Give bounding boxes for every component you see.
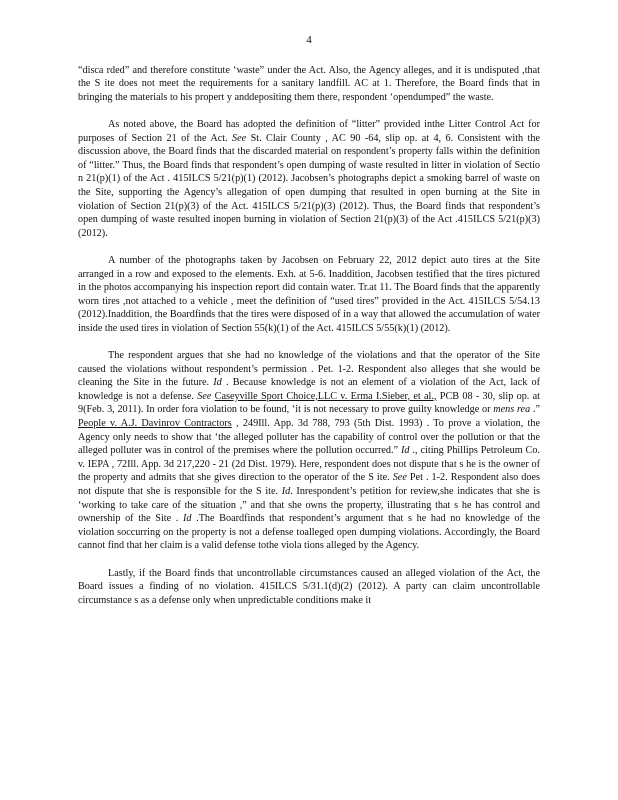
text-run: “disca rded” and therefore constitute ‘waste” under the Act. Also, the Agency alleges, and it is undisputed ,that the S ite does not meet the requirements for a sanitary landfill. AC at 1. Therefore, the Board finds that in bringing the materials to his propert y anddepositing them there, respondent ‘opendumped” the waste.: [78, 64, 540, 103]
text-run: Pet . 1-2. Respondent also does not dispute that she is responsible for the S ite.: [78, 472, 540, 497]
text-run: St. Clair County , AC 90 -64, slip op. at 4, 6. Consistent with the discussion above, the Board finds that the discarded material on respondent’s property falls within the definition of “litter.” Thus, the Board finds that respondent’s open dumping of waste resulted in litter in violation of Sectio n 21(p)(1) of the Act . 415ILCS 5/21(p)(1) (2012). Jacobsen’s photographs depict a smoking barrel of waste on the Site, supporting the Agency’s allegation of open dumping that resulted in open burning at the Site in violation of Section 21(p)(3) of the Act. 415ILCS 5/21(p)(3) (2012). Thus, the Board finds that respondent’s open dumping of waste resulted inopen burning in violation of Section 21(p)(3) of the Act .415ILCS 5/21(p)(3) (2012).: [78, 132, 541, 239]
text-run: . Inrespondent’s petition for review,she indicates that she is ‘working to take care of the situation ,” and that she owns the property, illustrating that s he has control and ownership of the Site .: [78, 486, 541, 525]
italic-signal: Id: [213, 377, 222, 389]
text-run: .”: [530, 404, 540, 416]
italic-signal: Id: [183, 513, 192, 525]
paragraph-tires: [78, 254, 540, 336]
italic-signal: Id: [401, 445, 410, 457]
text-run: . Because knowledge is not an element of a violation of the Act, lack of knowledge is not a defense.: [78, 377, 541, 402]
text-run: As noted above, the Board has adopted the definition of “litter” provided inthe Litter Control Act for purposes of Section 21 of the Act.: [78, 118, 540, 144]
text-run: , 249Ill. App. 3d 788, 793 (5th Dist. 1993) . To prove a violation, the Agency only needs to show that ‘the alleged polluter has the capability of control over the pollution or that the alleged polluter was in control of the premises where the pollution occurred.”: [78, 418, 540, 457]
paragraph-knowledge: [78, 349, 540, 553]
text-run: .The Boardfinds that respondent’s argument that s he had no knowledge of the violation soccurring on the property is not a defense toalleged open dumping violations. Accordingly, the Board cannot find that her claim is a valid defense tothe viola tions alleged by the Agency.: [78, 513, 540, 552]
italic-signal: See: [392, 472, 407, 484]
text-run: A number of the photographs taken by Jacobsen on February 22, 2012 depict auto tires at the Site arranged in a row and exposed to the elements. Exh. at 5-6. Inaddition, Jacobsen testified that the tires pictured in the photos accompanying his inspection report did contain water. Tr.at 11. The Board finds that the apparently worn tires ,not attached to a vehicle , meet the definition of “used tires” provided in the Act. 415ILCS 5/54.13 (2012).Inaddition, the Boardfinds that the tires were disposed of in a way that allowed the accumulation of water inside the used tires in violation of Section 55(k)(1) of the Act. 415ILCS 5/55(k)(1) (2012).: [78, 254, 540, 334]
paragraph-uncontrollable: [78, 567, 540, 608]
text-run: PCB 08 - 30, slip op. at 9(Feb. 3, 2011). In order fora violation to be found, ‘it is not necessary to prove guilty knowledge or: [78, 390, 540, 416]
italic-signal: See: [232, 132, 247, 144]
page-number: 4: [306, 34, 312, 46]
paragraph-litter: [78, 118, 540, 240]
text-run: ., citing Phillips Petroleum Co. v. IEPA , 72Ill. App. 3d 217,220 - 21 (2d Dist. 1979). Here, respondent does not dispute that s he is the owner of the property and admits that she gives direction to the operator of the S ite.: [78, 445, 540, 484]
text-run: The respondent argues that she had no knowledge of the violations and that the operator of the Site caused the violations without respondent’s permission . Pet. 1-2. Respondent also alleges that she would be cleaning the Site in the future.: [78, 350, 540, 389]
italic-signal: See: [197, 390, 212, 402]
text-run: Lastly, if the Board finds that uncontrollable circumstances caused an alleged violation of the Act, the Board issues a finding of no violation. 415ILCS 5/31.1(d)(2) (2012). A party can claim uncontrollable circumstance s as a defense only when unpredictable conditions make it: [78, 567, 540, 606]
italic-signal: mens rea: [493, 404, 531, 416]
case-citation: Caseyville Sport Choice,LLC v. Erma I.Sieber, et al.,: [214, 390, 437, 402]
paragraph-continuation: [78, 64, 540, 105]
document-body: [78, 64, 540, 608]
italic-signal: Id: [281, 486, 291, 497]
case-citation: People v. A.J. Davinrov Contractors: [78, 418, 232, 430]
